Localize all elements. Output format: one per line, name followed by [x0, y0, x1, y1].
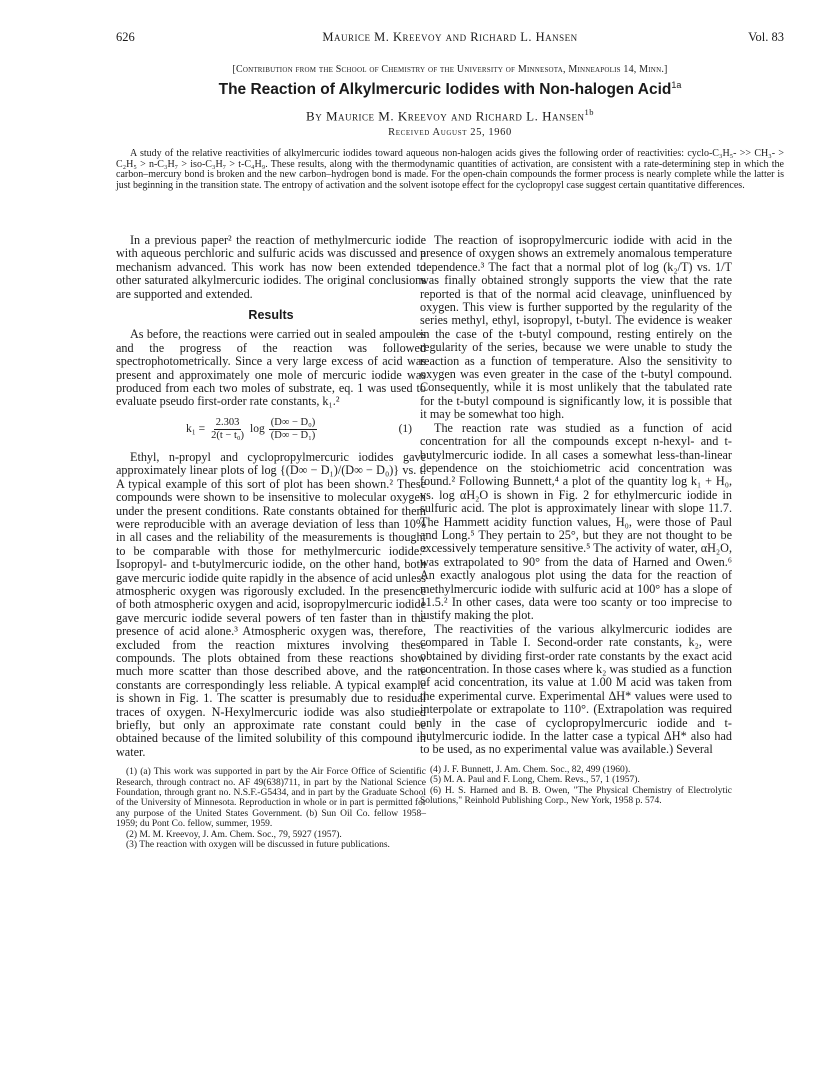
footnote-1: (1) (a) This work was supported in part by the Air Force Office of Scientific Research, through contract no. AF 49(638)711, in part by the National Science Foundation, through grant no. N.S.F.-G5434, and in part by the Graduate School of the University of Minnesota. Reproduction in whole or in part is permitted for any purpose of the United States Government. (b) Sun Oil Co. fellow 1958–1959; du Pont Co. fellow, summer, 1959.	[116, 767, 426, 830]
coefficient-denominator: 2(t − t₀)	[211, 430, 245, 442]
footnote-5: (5) M. A. Paul and F. Long, Chem. Revs., 57, 1 (1957).	[430, 775, 640, 786]
title-footnote-marker: 1a	[671, 80, 682, 90]
equation-lhs: k₁ =	[186, 423, 206, 436]
equation-1	[116, 415, 426, 445]
coefficient-numerator: 2.303	[215, 417, 240, 429]
right-paragraph-1: The reaction of isopropylmercuric iodide with acid in the presence of oxygen shows an extremely anomalous temperature dependence.³ The fact that a normal plot of log (k₂/T) vs. 1/T was finally obtained strongly supports the view that the rate reported is that of the normal acid cleavage, uninfluenced by oxygen. This view is further supported by the regularity of the series methyl, ethyl, isopropyl, t-butyl. The evidence is weaker in the case of the t-butyl compound, resting entirely on the regularity of the series, because we were unable to study the reaction as a function of temperature. Also the sensitivity to oxygen was even greater in the case of the t-butyl compound. Consequently, while it is most unlikely that the tabulated rate for the t-butyl compound is significantly low, it is possible that it may be somewhat too high.	[420, 233, 732, 422]
equation-ratio	[269, 417, 317, 442]
footnotes-right	[420, 765, 732, 807]
byline-by: By	[306, 108, 323, 124]
ratio-denominator: (D∞ − D₁)	[270, 430, 316, 442]
page-number: 626	[116, 30, 135, 44]
right-column	[420, 234, 732, 806]
equation-number: (1)	[398, 422, 412, 435]
right-paragraph-2: The reaction rate was studied as a function of acid concentration for all the compounds except n-hexyl- and t-butylmercuric iodide. In all cases a somewhat less-than-linear dependence on the stoichiometric acid concentration was found.² Following Bunnett,⁴ a plot of the quantity log k₁ + H₀, vs. log αH₂O is shown in Fig. 2 for ethylmercuric iodide in sulfuric acid. The plot is approximately linear with slope 11.7. The Hammett acidity function values, H₀, were those of Paul and Long.⁵ They pertain to 25°, but they are not thought to be excessively temperature sensitive.⁵ The activity of water, αH₂O, was extrapolated to 90° from the data of Harned and Owen.⁶ An exactly analogous plot using the data for the reaction of methylmercuric iodide with sulfuric acid at 100° has a slope of 11.5.² In other cases, data were too scanty or too imprecise to justify making the plot.	[420, 420, 732, 623]
intro-paragraph: In a previous paper² the reaction of methylmercuric iodide with aqueous perchloric and sulfuric acids was discussed and a mechanism advanced. This work has now been extended to other saturated alkylmercuric iodides. The original conclusions are supported and extended.	[116, 233, 426, 301]
equation-coefficient	[209, 417, 246, 442]
contribution-line: [Contribution from the School of Chemistry of the University of Minnesota, Minneapolis 14, Minn.]	[232, 64, 668, 75]
footnotes-left	[116, 767, 426, 850]
article-title	[116, 80, 784, 99]
equation-body	[186, 415, 317, 445]
results-heading: Results	[248, 308, 294, 323]
received-date: Received August 25, 1960	[388, 127, 512, 138]
footnote-3: (3) The reaction with oxygen will be discussed in future publications.	[126, 840, 390, 851]
footnote-2: (2) M. M. Kreevoy, J. Am. Chem. Soc., 79, 5927 (1957).	[126, 829, 342, 840]
results-paragraph-1: As before, the reactions were carried out in sealed ampoules and the progress of the reaction was followed spectrophotometrically. Since a very large excess of acid was present and approximately one mole of mercuric iodide was produced from each two moles of substrate, eq. 1 was used to evaluate pseudo first-order rate constants, k₁.²	[116, 327, 426, 409]
running-head-authors: Maurice M. Kreevoy and Richard L. Hansen	[322, 30, 578, 44]
byline	[116, 107, 784, 124]
ratio-numerator: (D∞ − D₀)	[270, 417, 316, 429]
footnote-6: (6) H. S. Harned and B. B. Owen, "The Physical Chemistry of Electrolytic Solutions," Reinhold Publishing Corp., New York, 1958 p. 574.	[420, 785, 732, 807]
equation-log: log	[250, 423, 265, 436]
running-head	[116, 30, 784, 46]
left-column	[116, 234, 426, 850]
article-title-text: The Reaction of Alkylmercuric Iodides with Non-halogen Acid	[218, 81, 672, 99]
abstract: A study of the relative reactivities of alkylmercuric iodides toward aqueous non-halogen acids gives the following order of reactivities: cyclo-C₃H₅- >> CH₃- > C₂H₅ > n-C₃H₇ > iso-C₃H₇ > t-C₄H₉. These results, along with the thermodynamic quantities of activation, are consistent with a rate-determining step in which the carbon–mercury bond is broken and the new carbon–hydrogen bond is made. For the open-chain compounds the former process is nearly complete while the latter is just beginning in the transition state. The entropy of activation and the solvent isotope effect for the cyclopropyl case suggest certain quantitative differences.	[116, 148, 784, 191]
footnote-4: (4) J. F. Bunnett, J. Am. Chem. Soc., 82, 499 (1960).	[430, 764, 631, 775]
results-paragraph-2: Ethyl, n-propyl and cyclopropylmercuric iodides gave approximately linear plots of log {(D∞ − D₁)/(D∞ − D₀)} vs. t. A typical example of this sort of plot has been shown.² These compounds were shown to be insensitive to molecular oxygen under the present conditions. Rate constants obtained for them were reproducible with an average deviation of less than 10% in all cases and the reliability of the measurements is thought to be comparable with those for methylmercuric iodide.² Isopropyl- and t-butylmercuric iodide, on the other hand, both gave mercuric iodide quite rapidly in the absence of acid unless atmospheric oxygen was rigorously excluded. In the presence of both atmospheric oxygen and acid, isopropylmercuric iodide gave mercuric iodide several powers of ten faster than in the presence of acid alone.³ Atmospheric oxygen was, therefore, excluded from the reaction mixtures involving these compounds. The plots obtained from these reactions show much more scatter than those described above, and the rate constants are correspondingly less reliable. A typical example is shown in Fig. 1. The scatter is presumably due to residual traces of oxygen. N-Hexylmercuric iodide was also studied briefly, but only an approximate rate constant could be obtained because of the limited solubility of this compound in water.	[116, 449, 426, 759]
author-footnote-marker: 1b	[584, 107, 594, 117]
right-paragraph-3: The reactivities of the various alkylmercuric iodides are compared in Table I. Second-order rate constants, k₂, were obtained by dividing first-order rate constants by the exact acid concentration. In those cases where k₂ was studied as a function of acid concentration, its value at 1.00 M acid was taken from the experimental curve. Experimental ΔH* values were used to interpolate or extrapolate to 110°. (Extrapolation was required only in the case of cyclopropylmercuric iodide and t-butylmercuric iodide. In the latter case a typical ΔH* also had to be used, as no experimental value was available.) Several	[420, 621, 732, 757]
byline-authors: Maurice M. Kreevoy and Richard L. Hansen	[325, 108, 585, 124]
volume-number: Vol. 83	[748, 30, 784, 44]
